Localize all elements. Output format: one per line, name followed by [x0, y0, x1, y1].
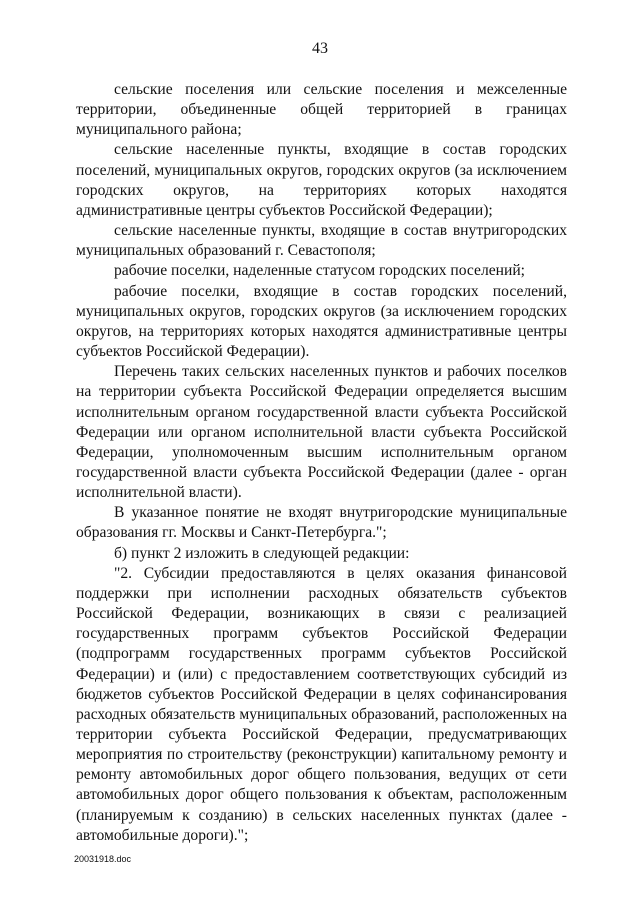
paragraph-subsidies: "2. Субсидии предоставляются в целях оказания финансовой поддержки при исполнении расходных обязательств субъектов Российской Федерации, возникающих в связи с реализацией государственных программ субъектов Российской Федерации (подпрограмм государственных программ субъектов Российской Федерации) и (или) с предоставлением соответствующих субсидий из бюджетов субъектов Российской Федерации в целях софинансирования расходных обязательств муниципальных образований, расположенных на территории субъекта Российской Федерации, предусматривающих мероприятия по строительству (реконструкции) капитальному ремонту и ремонту автомобильных дорог общего пользования, ведущих от сети автомобильных дорог общего пользования к объектам, расположенным (планируемым к созданию) в сельских населенных пунктах (далее - автомобильные дороги)."; [76, 564, 567, 844]
document-body [76, 80, 567, 846]
paragraph-rural-settlements: сельские поселения или сельские поселения и межселенные территории, объединенные общей территорией в границах муниципального района; [76, 81, 567, 139]
paragraph-list-definition: Перечень таких сельских населенных пунктов и рабочих поселков на территории субъекта Российской Федерации определяется высшим исполнительным органом государственной власти субъекта Российской Федерации или органом исполнительной власти субъекта Российской Федерации, уполномоченным высшим исполнительным органом государственной власти субъекта Российской Федерации (далее - орган исполнительной власти). [76, 363, 567, 502]
page-number: 43 [312, 40, 328, 57]
footer-filename: 20031918.doc [74, 854, 132, 864]
paragraph-rural-localities-urban: сельские населенные пункты, входящие в состав городских поселений, муниципальных округов, городских округов (за исключением городских округов, на территориях которых находятся административные центры субъектов Российской Федерации); [76, 141, 567, 219]
paragraph-exclusion-moscow-spb: В указанное понятие не входят внутригородские муниципальные образования гг. Москвы и Санкт-Петербурга."; [76, 504, 567, 542]
paragraph-point-b: б) пункт 2 изложить в следующей редакции: [114, 544, 410, 562]
paragraph-workers-settlements-composition: рабочие поселки, входящие в состав городских поселений, муниципальных округов, городских округов (за исключением городских округов, на территориях которых находятся административные центры субъектов Российской Федерации). [76, 282, 567, 361]
paragraph-workers-settlements-status: рабочие поселки, наделенные статусом городских поселений; [114, 262, 526, 280]
paragraph-sevastopol: сельские населенные пункты, входящие в состав внутригородских муниципальных образований г. Севастополя; [76, 222, 567, 260]
